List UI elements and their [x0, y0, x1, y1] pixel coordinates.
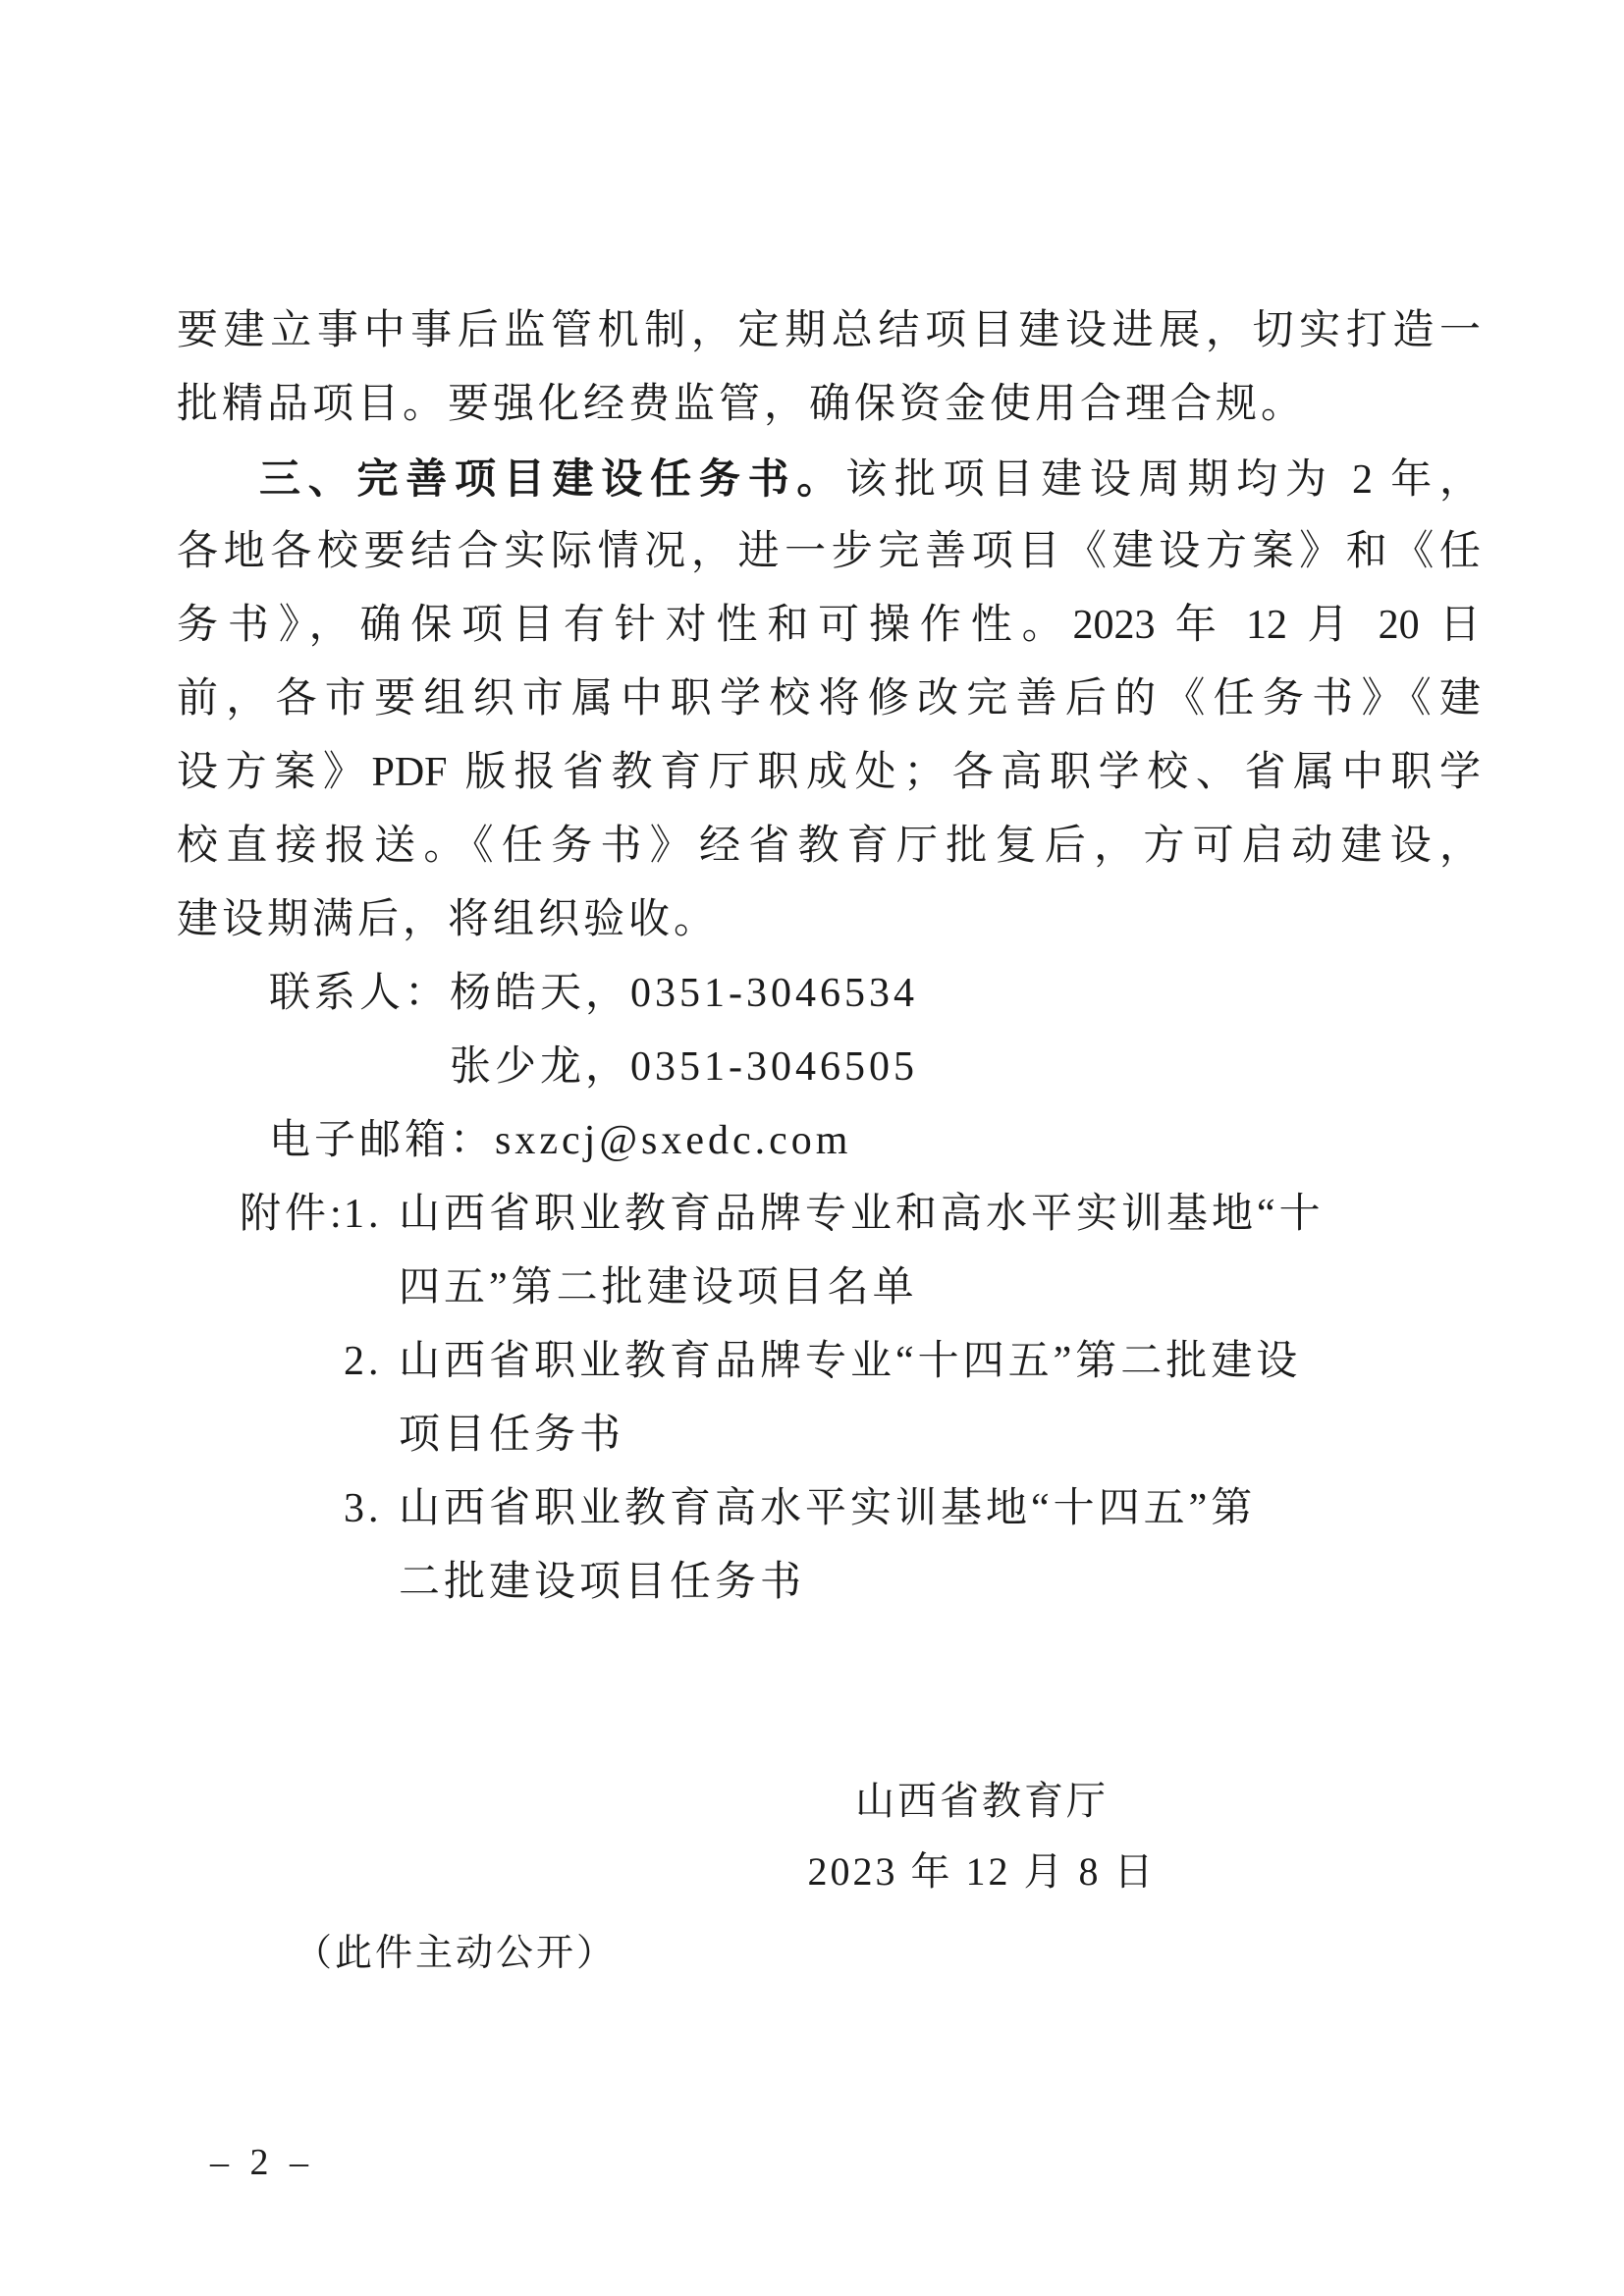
text-line: 前，各市要组织市属中职学校将修改完善后的《任务书》《建	[177, 676, 1481, 721]
text-line: 务书》，确保项目有针对性和可操作性。2023 年 12 月 20 日	[177, 603, 1481, 648]
contact-entry	[450, 1031, 918, 1104]
attachment-item	[177, 1325, 1481, 1472]
email-value: sxzcj@sxedc.com	[495, 1118, 852, 1163]
section-heading: 三、完善项目建设任务书。	[259, 455, 846, 502]
email-line	[177, 1104, 1481, 1178]
contact-phone: 0351-3046505	[630, 1044, 919, 1090]
publicity-note: （此件主动公开）	[295, 1933, 618, 1974]
text-line: 各地各校要结合实际情况，进一步完善项目《建设方案》和《任	[177, 529, 1481, 574]
contact-name: 杨皓天，	[450, 971, 631, 1016]
text-span: 该批项目建设周期均为 2 年，	[845, 457, 1481, 503]
text-line: 校直接报送。《任务书》经省教育厅批复后，方可启动建设，	[177, 824, 1481, 869]
signature-block	[687, 1766, 1276, 1907]
text-line: 建设期满后，将组织验收。	[177, 897, 720, 942]
attachment-text	[399, 1325, 1481, 1472]
contact-phone: 0351-3046534	[630, 971, 919, 1016]
text-line: 设方案》PDF 版报省教育厅职成处；各高职学校、省属中职学	[177, 750, 1481, 795]
contact-label: 联系人：	[269, 971, 451, 1016]
text-line: 要建立事中事后监管机制，定期总结项目建设进展，切实打造一	[177, 308, 1481, 353]
attachment-item	[177, 1472, 1481, 1620]
attachments-label-spacer	[177, 1325, 344, 1399]
attachment-line: 山西省职业教育品牌专业“十四五”第二批建设	[399, 1339, 1302, 1384]
email-label: 电子邮箱：	[269, 1118, 496, 1163]
attachment-number: 2.	[344, 1339, 383, 1384]
page-number: – 2 –	[210, 2142, 308, 2183]
attachments-label: 附件:	[240, 1192, 346, 1237]
attachments-block	[177, 1178, 1481, 1620]
attachment-text	[399, 1472, 1481, 1620]
attachment-line: 项目任务书	[399, 1413, 625, 1458]
text-line: 批精品项目。要强化经费监管，确保资金使用合理合规。	[177, 382, 1307, 427]
signature-date: 2023 年 12 月 8 日	[807, 1849, 1157, 1894]
contact-label-spacer	[269, 1031, 450, 1104]
attachment-line: 山西省职业教育品牌专业和高水平实训基地“十	[399, 1192, 1325, 1237]
attachment-line: 二批建设项目任务书	[399, 1560, 806, 1605]
contact-entry	[450, 957, 918, 1031]
body-text	[177, 294, 1481, 1620]
attachment-number: 3.	[344, 1486, 383, 1531]
signature-org: 山西省教育厅	[855, 1779, 1109, 1823]
attachment-line: 四五”第二批建设项目名单	[399, 1265, 918, 1310]
attachment-item	[177, 1178, 1481, 1325]
contact-name: 张少龙，	[450, 1044, 631, 1090]
attachments-label-spacer	[177, 1472, 344, 1546]
attachment-line: 山西省职业教育高水平实训基地“十四五”第	[399, 1486, 1257, 1531]
contact-block	[177, 957, 1481, 1104]
text-line	[177, 442, 1481, 515]
attachment-number: 1.	[344, 1192, 383, 1237]
attachment-text	[399, 1178, 1481, 1325]
